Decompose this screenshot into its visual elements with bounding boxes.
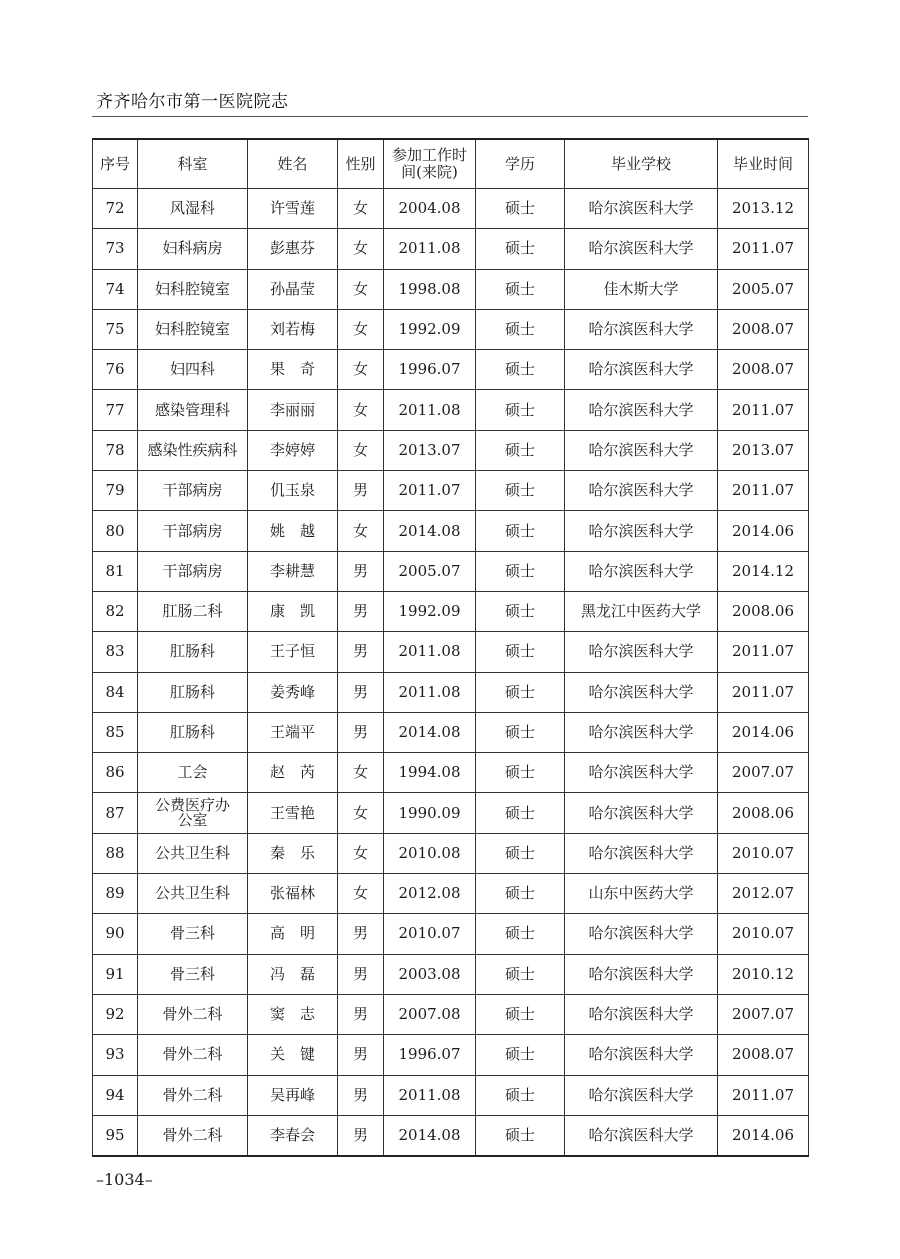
cell-start-date: 1992.09 <box>384 591 476 631</box>
cell-school: 哈尔滨医科大学 <box>565 229 718 269</box>
cell-index: 75 <box>93 309 138 349</box>
table-row <box>93 229 809 269</box>
cell-index: 94 <box>93 1075 138 1115</box>
cell-gender: 男 <box>338 672 384 712</box>
cell-degree: 硕士 <box>476 1115 565 1156</box>
col-header-index: 序号 <box>93 139 138 189</box>
cell-start-date: 1996.07 <box>384 1035 476 1075</box>
cell-school: 哈尔滨医科大学 <box>565 1075 718 1115</box>
cell-gender: 男 <box>338 1035 384 1075</box>
cell-school: 哈尔滨医科大学 <box>565 954 718 994</box>
cell-start-date: 2003.08 <box>384 954 476 994</box>
cell-gender: 男 <box>338 954 384 994</box>
cell-graduation-date: 2005.07 <box>718 269 809 309</box>
cell-school: 哈尔滨医科大学 <box>565 551 718 591</box>
cell-graduation-date: 2011.07 <box>718 229 809 269</box>
cell-department: 妇科腔镜室 <box>138 269 248 309</box>
table-row <box>93 632 809 672</box>
cell-department: 公共卫生科 <box>138 874 248 914</box>
table-row <box>93 1115 809 1156</box>
cell-index: 76 <box>93 350 138 390</box>
cell-index: 84 <box>93 672 138 712</box>
table-row <box>93 712 809 752</box>
cell-start-date: 2014.08 <box>384 511 476 551</box>
cell-gender: 女 <box>338 350 384 390</box>
cell-department: 干部病房 <box>138 511 248 551</box>
cell-start-date: 2011.07 <box>384 471 476 511</box>
cell-name: 关 键 <box>248 1035 338 1075</box>
cell-graduation-date: 2008.07 <box>718 309 809 349</box>
cell-name: 李春会 <box>248 1115 338 1156</box>
cell-name: 秦 乐 <box>248 833 338 873</box>
cell-index: 95 <box>93 1115 138 1156</box>
cell-school: 哈尔滨医科大学 <box>565 914 718 954</box>
col-header-start-date <box>384 139 476 189</box>
cell-graduation-date: 2014.06 <box>718 511 809 551</box>
cell-name: 张福林 <box>248 874 338 914</box>
cell-gender: 女 <box>338 753 384 793</box>
cell-graduation-date: 2012.07 <box>718 874 809 914</box>
table-row <box>93 591 809 631</box>
cell-school: 哈尔滨医科大学 <box>565 712 718 752</box>
cell-start-date: 1996.07 <box>384 350 476 390</box>
cell-department: 风湿科 <box>138 189 248 229</box>
cell-department: 肛肠科 <box>138 672 248 712</box>
cell-graduation-date: 2008.07 <box>718 1035 809 1075</box>
cell-department: 骨外二科 <box>138 1075 248 1115</box>
cell-gender: 女 <box>338 390 384 430</box>
cell-start-date: 2011.08 <box>384 390 476 430</box>
cell-graduation-date: 2011.07 <box>718 471 809 511</box>
cell-degree: 硕士 <box>476 471 565 511</box>
cell-department <box>138 793 248 833</box>
table-row <box>93 390 809 430</box>
cell-school: 哈尔滨医科大学 <box>565 471 718 511</box>
cell-name: 李婷婷 <box>248 430 338 470</box>
cell-degree: 硕士 <box>476 1075 565 1115</box>
cell-name: 孙晶莹 <box>248 269 338 309</box>
cell-name: 李丽丽 <box>248 390 338 430</box>
cell-gender: 女 <box>338 189 384 229</box>
cell-start-date: 2010.08 <box>384 833 476 873</box>
cell-department: 工会 <box>138 753 248 793</box>
cell-name: 冯 磊 <box>248 954 338 994</box>
cell-gender: 男 <box>338 914 384 954</box>
cell-start-date: 2012.08 <box>384 874 476 914</box>
cell-start-date: 2011.08 <box>384 632 476 672</box>
cell-graduation-date: 2014.06 <box>718 1115 809 1156</box>
cell-degree: 硕士 <box>476 430 565 470</box>
cell-graduation-date: 2011.07 <box>718 1075 809 1115</box>
cell-index: 85 <box>93 712 138 752</box>
cell-department: 感染性疾病科 <box>138 430 248 470</box>
table-row <box>93 793 809 833</box>
cell-school: 哈尔滨医科大学 <box>565 793 718 833</box>
cell-school: 黑龙江中医药大学 <box>565 591 718 631</box>
cell-department-label: 公费医疗办公室 <box>154 795 230 829</box>
cell-degree: 硕士 <box>476 994 565 1034</box>
cell-index: 92 <box>93 994 138 1034</box>
cell-degree: 硕士 <box>476 793 565 833</box>
cell-name: 李耕慧 <box>248 551 338 591</box>
table-row <box>93 551 809 591</box>
cell-school: 哈尔滨医科大学 <box>565 833 718 873</box>
cell-department: 肛肠科 <box>138 712 248 752</box>
cell-school: 山东中医药大学 <box>565 874 718 914</box>
cell-index: 91 <box>93 954 138 994</box>
cell-gender: 男 <box>338 551 384 591</box>
cell-gender: 女 <box>338 309 384 349</box>
table-row <box>93 994 809 1034</box>
table-row <box>93 672 809 712</box>
table-row <box>93 511 809 551</box>
cell-degree: 硕士 <box>476 350 565 390</box>
cell-degree: 硕士 <box>476 672 565 712</box>
cell-start-date: 2011.08 <box>384 1075 476 1115</box>
cell-gender: 男 <box>338 632 384 672</box>
cell-degree: 硕士 <box>476 712 565 752</box>
cell-school: 哈尔滨医科大学 <box>565 1035 718 1075</box>
cell-start-date: 2013.07 <box>384 430 476 470</box>
cell-degree: 硕士 <box>476 833 565 873</box>
cell-degree: 硕士 <box>476 874 565 914</box>
cell-index: 82 <box>93 591 138 631</box>
table-row <box>93 350 809 390</box>
cell-department: 骨三科 <box>138 914 248 954</box>
cell-school: 哈尔滨医科大学 <box>565 309 718 349</box>
cell-index: 74 <box>93 269 138 309</box>
cell-graduation-date: 2010.07 <box>718 914 809 954</box>
cell-name: 仉玉泉 <box>248 471 338 511</box>
cell-gender: 女 <box>338 229 384 269</box>
cell-start-date: 2011.08 <box>384 229 476 269</box>
cell-gender: 男 <box>338 591 384 631</box>
cell-gender: 女 <box>338 511 384 551</box>
cell-index: 78 <box>93 430 138 470</box>
cell-index: 93 <box>93 1035 138 1075</box>
cell-graduation-date: 2014.12 <box>718 551 809 591</box>
cell-name: 高 明 <box>248 914 338 954</box>
col-header-graduation-date: 毕业时间 <box>718 139 809 189</box>
cell-graduation-date: 2011.07 <box>718 632 809 672</box>
cell-graduation-date: 2014.06 <box>718 712 809 752</box>
cell-department: 骨外二科 <box>138 1035 248 1075</box>
cell-index: 81 <box>93 551 138 591</box>
cell-department: 肛肠科 <box>138 632 248 672</box>
cell-start-date: 2011.08 <box>384 672 476 712</box>
table-row <box>93 471 809 511</box>
cell-department: 骨三科 <box>138 954 248 994</box>
cell-degree: 硕士 <box>476 189 565 229</box>
cell-name: 王端平 <box>248 712 338 752</box>
cell-department: 干部病房 <box>138 551 248 591</box>
col-header-name: 姓名 <box>248 139 338 189</box>
cell-gender: 女 <box>338 269 384 309</box>
cell-gender: 男 <box>338 1115 384 1156</box>
cell-start-date: 2014.08 <box>384 712 476 752</box>
cell-department: 肛肠二科 <box>138 591 248 631</box>
cell-degree: 硕士 <box>476 269 565 309</box>
cell-school: 哈尔滨医科大学 <box>565 632 718 672</box>
cell-degree: 硕士 <box>476 914 565 954</box>
cell-school: 哈尔滨医科大学 <box>565 390 718 430</box>
table-row <box>93 753 809 793</box>
cell-gender: 女 <box>338 833 384 873</box>
cell-degree: 硕士 <box>476 511 565 551</box>
table-row <box>93 189 809 229</box>
cell-start-date: 2014.08 <box>384 1115 476 1156</box>
page-number: –1034– <box>96 1170 153 1189</box>
cell-graduation-date: 2013.12 <box>718 189 809 229</box>
cell-name: 姜秀峰 <box>248 672 338 712</box>
table-row <box>93 833 809 873</box>
cell-index: 87 <box>93 793 138 833</box>
cell-gender: 女 <box>338 793 384 833</box>
cell-start-date: 1992.09 <box>384 309 476 349</box>
cell-school: 哈尔滨医科大学 <box>565 350 718 390</box>
cell-degree: 硕士 <box>476 753 565 793</box>
running-title: 齐齐哈尔市第一医院院志 <box>96 92 289 112</box>
cell-degree: 硕士 <box>476 632 565 672</box>
cell-name: 康 凯 <box>248 591 338 631</box>
cell-school: 佳木斯大学 <box>565 269 718 309</box>
cell-school: 哈尔滨医科大学 <box>565 672 718 712</box>
cell-name: 窦 志 <box>248 994 338 1034</box>
cell-school: 哈尔滨医科大学 <box>565 1115 718 1156</box>
table-row <box>93 1075 809 1115</box>
cell-department: 妇科腔镜室 <box>138 309 248 349</box>
table-row <box>93 269 809 309</box>
cell-index: 86 <box>93 753 138 793</box>
cell-gender: 男 <box>338 1075 384 1115</box>
cell-gender: 男 <box>338 994 384 1034</box>
cell-graduation-date: 2013.07 <box>718 430 809 470</box>
cell-graduation-date: 2007.07 <box>718 753 809 793</box>
table-row <box>93 954 809 994</box>
cell-department: 骨外二科 <box>138 1115 248 1156</box>
cell-school: 哈尔滨医科大学 <box>565 753 718 793</box>
cell-gender: 男 <box>338 712 384 752</box>
col-header-degree: 学历 <box>476 139 565 189</box>
table-header-row <box>93 139 809 189</box>
cell-degree: 硕士 <box>476 309 565 349</box>
cell-department: 妇科病房 <box>138 229 248 269</box>
cell-graduation-date: 2008.06 <box>718 591 809 631</box>
cell-degree: 硕士 <box>476 1035 565 1075</box>
cell-name: 姚 越 <box>248 511 338 551</box>
cell-index: 83 <box>93 632 138 672</box>
cell-index: 79 <box>93 471 138 511</box>
cell-graduation-date: 2011.07 <box>718 672 809 712</box>
cell-graduation-date: 2008.07 <box>718 350 809 390</box>
cell-degree: 硕士 <box>476 591 565 631</box>
cell-name: 赵 芮 <box>248 753 338 793</box>
table-row <box>93 309 809 349</box>
cell-gender: 女 <box>338 430 384 470</box>
cell-graduation-date: 2011.07 <box>718 390 809 430</box>
cell-degree: 硕士 <box>476 551 565 591</box>
cell-index: 73 <box>93 229 138 269</box>
cell-school: 哈尔滨医科大学 <box>565 511 718 551</box>
col-header-start-date-label: 参加工作时间(来院) <box>391 146 467 181</box>
cell-index: 88 <box>93 833 138 873</box>
cell-start-date: 2004.08 <box>384 189 476 229</box>
cell-name: 王子恒 <box>248 632 338 672</box>
cell-gender: 女 <box>338 874 384 914</box>
cell-school: 哈尔滨医科大学 <box>565 994 718 1034</box>
cell-name: 果 奇 <box>248 350 338 390</box>
table-body <box>93 189 809 1157</box>
cell-graduation-date: 2010.12 <box>718 954 809 994</box>
staff-table <box>92 138 809 1157</box>
cell-school: 哈尔滨医科大学 <box>565 430 718 470</box>
cell-start-date: 1994.08 <box>384 753 476 793</box>
table-row <box>93 914 809 954</box>
cell-graduation-date: 2008.06 <box>718 793 809 833</box>
cell-index: 90 <box>93 914 138 954</box>
table-row <box>93 430 809 470</box>
col-header-department: 科室 <box>138 139 248 189</box>
cell-start-date: 1990.09 <box>384 793 476 833</box>
cell-department: 妇四科 <box>138 350 248 390</box>
cell-start-date: 2005.07 <box>384 551 476 591</box>
cell-name: 彭惠芬 <box>248 229 338 269</box>
header-rule <box>92 116 808 117</box>
cell-start-date: 2007.08 <box>384 994 476 1034</box>
col-header-school: 毕业学校 <box>565 139 718 189</box>
cell-index: 72 <box>93 189 138 229</box>
cell-name: 刘若梅 <box>248 309 338 349</box>
cell-degree: 硕士 <box>476 229 565 269</box>
cell-start-date: 1998.08 <box>384 269 476 309</box>
cell-department: 感染管理科 <box>138 390 248 430</box>
cell-gender: 男 <box>338 471 384 511</box>
table-row <box>93 874 809 914</box>
cell-graduation-date: 2007.07 <box>718 994 809 1034</box>
cell-index: 77 <box>93 390 138 430</box>
cell-name: 王雪艳 <box>248 793 338 833</box>
cell-department: 公共卫生科 <box>138 833 248 873</box>
col-header-gender: 性别 <box>338 139 384 189</box>
table-row <box>93 1035 809 1075</box>
cell-graduation-date: 2010.07 <box>718 833 809 873</box>
cell-index: 80 <box>93 511 138 551</box>
cell-school: 哈尔滨医科大学 <box>565 189 718 229</box>
cell-department: 干部病房 <box>138 471 248 511</box>
cell-index: 89 <box>93 874 138 914</box>
cell-department: 骨外二科 <box>138 994 248 1034</box>
cell-name: 吴再峰 <box>248 1075 338 1115</box>
cell-degree: 硕士 <box>476 954 565 994</box>
cell-start-date: 2010.07 <box>384 914 476 954</box>
cell-name: 许雪莲 <box>248 189 338 229</box>
cell-degree: 硕士 <box>476 390 565 430</box>
